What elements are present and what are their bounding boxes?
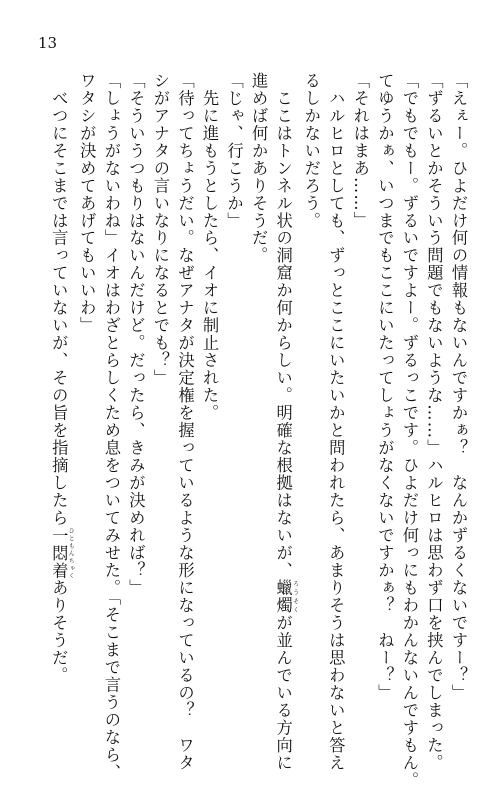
novel-body-text (30, 72, 470, 789)
text-line: るしかないだろう。 (301, 72, 321, 230)
ruby-base: 蠟燭 (273, 579, 293, 615)
text-line: 進めば何かありそうだ。 (249, 72, 269, 265)
text-line-with-ruby (270, 72, 299, 772)
ruby-base: 一悶着 (49, 526, 69, 580)
text-line: 先に進もうとしたら、イオに制止された。 (200, 72, 220, 422)
text-line: 「そういうつもりはないんだけど。だったら、きみが決めれば？」 (126, 72, 146, 597)
text-line: シがアナタの言いなりになるとでも？」 (150, 72, 170, 387)
text-segment: ありそうだ。 (49, 579, 69, 685)
text-line: 「じゃ、行こうか」 (224, 72, 244, 230)
text-line: ハルヒロとしても、ずっとここにいたいかと問われたら、あまりそうは思わないと答え (326, 72, 346, 772)
ruby-word-rousoku (273, 579, 299, 615)
text-line: 「でもでもー。ずるいですよー。ずるっこです。ひよだけ何っにもわかんないんですもん。 (399, 72, 419, 789)
text-line: ワタシが決めてあげてもいいわ」 (77, 72, 97, 335)
page-number: 13 (38, 34, 58, 52)
text-line-with-ruby (46, 72, 75, 685)
text-line: てゆうかぁ、いつまでもここにいたってしょうがなくないですかぁ？ ねー？」 (375, 72, 395, 702)
ruby-reading: ろうそく (291, 579, 299, 615)
text-line: 「えぇー。ひよだけ何の情報もないんですかぁ？ なんかずるくないですー？」 (449, 72, 468, 702)
ruby-reading: ひともんちゃく (67, 526, 75, 580)
text-line: 「待ってちょうだい。なぜアナタが決定権を握っているような形になっているの？ ワタ (175, 72, 195, 772)
text-line: 「しょうがないわね」イオはわざとらしくため息をついてみせた。「そこまで言うのなら、 (101, 72, 121, 781)
text-line: 「それはまあ……」 (350, 72, 370, 230)
ruby-word-hitomonchaku (49, 526, 75, 580)
text-segment: が並んでいる方向に (273, 614, 293, 772)
text-segment: べつにそこまでは言っていないが、その旨を指摘したら (49, 72, 69, 527)
text-segment: ここはトンネル状の洞窟か何からしい。明確な根拠はないが、 (273, 72, 293, 580)
text-line: 「ずるいとかそういう問題でもないような……」ハルヒロは思わず口を挟んでしまった。 (424, 72, 444, 772)
